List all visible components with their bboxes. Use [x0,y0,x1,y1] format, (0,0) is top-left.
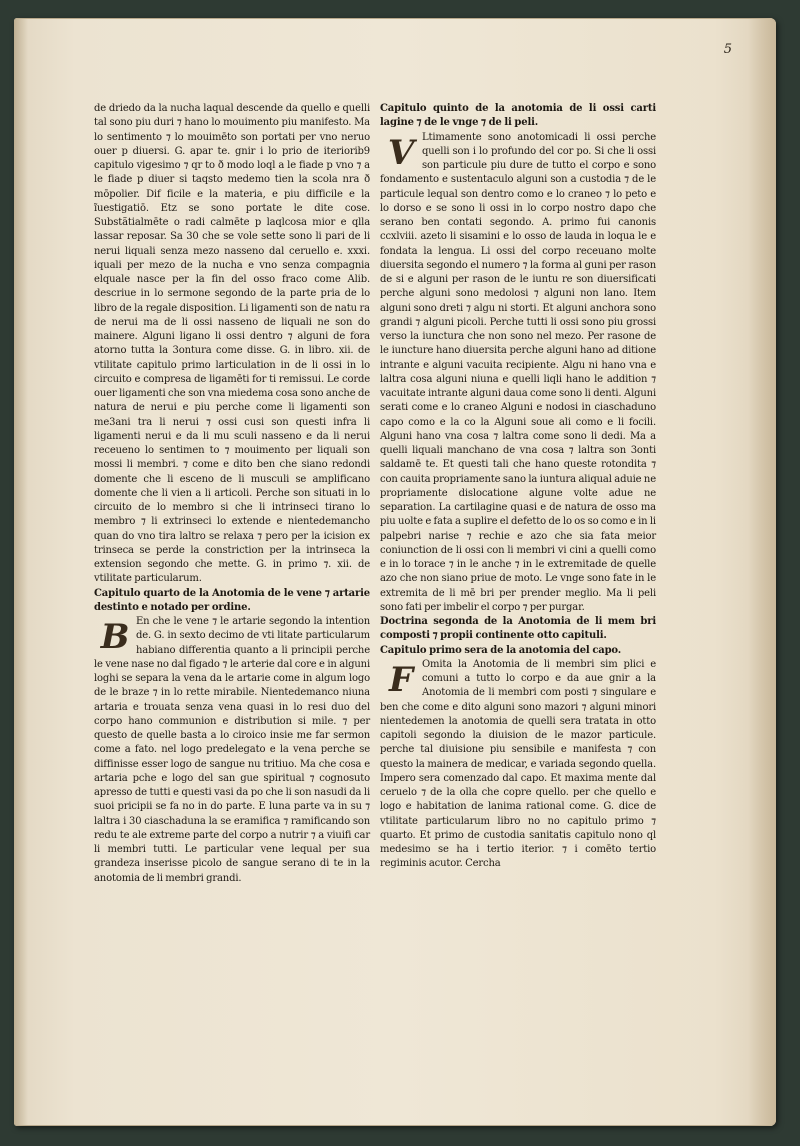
chapter-4-text: En che le vene ⁊ le artarie segondo la intention de. G. in sexto decimo de vti litate particularum habiano differentia quanto a li principii perche le vene nase no dal figado ⁊ le arterie dal core e in alguni loghi se separa la vena da le artarie come in algum logo de le braze ⁊ in lo rette mirabile. Nientedemanco niuna artaria e trouata senza vena quasi in lo resi duo del corpo hano communion e distribution si mile. ⁊ per questo de quelle basta a lo ciroico insie me far sermon come a fato. nel logo predelegato e la vena perche se diffinisse esser logo de sangue nu tritiuo. Ma che cosa e artaria pche e logo del san gue spiritual ⁊ cognosuto apresso de tutti e questi vasi da po che li son nasudi da li suoi pricipii se fa no in do parte. E luna parte va in su ⁊ laltra i 30 ciaschaduna la se eramifica ⁊ ramificando son redu te ale extreme parte del corpo a nutrir ⁊ a viuifi car li membri tutti. Le particular vene lequal per sua grandeza inserisse picolo de sangue serano di te in la anotomia de li membri grandi. [94,616,370,884]
right-column [380,102,656,872]
doctrine-title: Doctrina segonda de la Anotomia de li mem bri composti ⁊ propii continente otto capituli. [380,616,656,642]
chapter-4-title: Capitulo quarto de la Anotomia de le vene ⁊ artarie destinto e notado per ordine. [94,587,370,613]
left-paragraph-1: de driedo da la nucha laqual descende da quello e quelli tal sono piu duri ⁊ hano lo mouimento piu manifesto. Ma lo sentimento ⁊ lo mouimēto son portati per vno neruo ouer p diuersi. G. apar te. gnir i lo prio de iteriorib9 capitulo vigesimo ⁊ qr to ð modo loql a le fiade p vno ⁊ a le fiade p diuer si taqsto medemo tien la scola nra ð mōpolier. Dif ficile e la materia, e piu difficile e la ĩuestigatiō. Etz se sono portate le dite cose. Substãtialmēte o radi calmēte p laqlcosa mior e qlla lassar reposar. Sa 30 che se vole sette sono li pari de li nerui liquali senza mezo nasseno dal ceruello e. xxxi. iquali per mezo de la nucha e vno senza compagnia elquale nasce per la fin del osso fraco come Alib. descriue in lo sermone segondo de la parte pria de lo libro de la regale disposition. Li ligamenti son de natu ra de nerui ma de li ossi nasseno de liquali ne son do mainere. Alguni ligano li ossi dentro ⁊ alguni de fora atorno tutta la 3ontura come disse. G. in libro. xii. de vtilitate capitulo primo larticulation in de li ossi in lo circuito e compresa de ligamēti for ti remissui. Le corde ouer ligamenti che son vna miedema cosa sono anche de natura de nerui e piu perche come li ligamenti son me3ani tra li nerui ⁊ ossi cusi son questi infra li ligamenti nerui e da li mu sculi nasseno e da li nerui receueno lo sentimen to ⁊ mouimento per liquali son mossi li membri. ⁊ come e dito ben che siano redondi domente che li esceno de li musculi se amplificano domente che li vien a li articoli. Perche son situati in lo circuito de lo membro si che li intrinseci tirano lo membro ⁊ li extrinseci lo extende e nientedemancho quan do vno tira laltro se relaxa ⁊ pero per la icision ex trinseca se perde la constriction per la intrinseca la extension segondo che mette. G. in primo ⁊. xii. de vtilitate particularum. [94,103,370,585]
chapter-5-text: Ltimamente sono anotomicadi li ossi perche quelli son i lo profundo del cor po. Si che li ossi son particule piu dure de tutto el corpo e sono fondamento e sustentaculo alguni son a custodia ⁊ de le particule lequal son dentro como e lo craneo ⁊ lo peto e lo dorso e se sono li ossi in lo corpo nostro dapo che serano ben contati segondo. A. primo fui canonis ccxlviii. azeto li sisamini e lo osso de lauda in loqua le e fondata la lengua. Li ossi del corpo receuano molte diuersita segondo el numero ⁊ la forma al guni per rason de si e alguni per rason de le iuntu re son diuersificati perche alguni sono medolosi ⁊ alguni non lano. Item alguni sono dreti ⁊ algu ni storti. Et alguni anchora sono grandi ⁊ alguni picoli. Perche tutti li ossi sono piu grossi verso la iunctura che non sono nel mezo. Per rasone de le iuncture hano diuersita perche alguni hano ad ditione intrante e alguni vacuita recipiente. Algu ni hano vna e laltra cosa alguni niuna e quelli liqli hano le addition ⁊ vacuitate intrante alguni daua come sono li denti. Alguni serati come e lo craneo Alguni e nodosi in ciaschaduno capo como e la co la Alguni soue ali como e li focili. Alguni hano vna cosa ⁊ laltra come sono li dedi. Ma a quelli liquali manchano de vna cosa ⁊ laltra son 3onti saldamē te. Et questi tali che hano queste rotondita ⁊ con cauita propriamente sano la iuntura aliqual aduie ne propriamente dislocatione algune volte adue ne separation. La cartilagine quasi e de natura de osso ma piu uolte e fata a suplire el defetto de lo os so como e in li palpebri narise ⁊ rechie e azo che sia fata meior coniunction de li ossi con li membri vi cini a quelli como e in lo torace ⁊ in le anche ⁊ in le extremitade de quelle azo che non siano priue de moto. Le vnge sono fate in le extremita de li mē bri per prender meglio. Ma li peli sono fati per imbelir el corpo ⁊ per purgar. [380,131,656,613]
folio-number: 5 [723,42,732,57]
chapter-1-body [380,658,656,872]
initial-letter-f: F [389,659,413,700]
chapter-1-title: Capitulo primo sera de la anotomia del capo. [380,644,622,656]
initial-letter-v: V [387,132,415,173]
left-column [94,102,370,886]
chapter-5-title: Capitulo quinto de la anotomia de li ossi carti lagine ⁊ de le vnge ⁊ de li peli. [380,103,656,129]
chapter-5-body [380,131,656,616]
manuscript-page [14,18,776,1126]
chapter-1-text: Omita la Anotomia de li membri sim plici e comuni a tutto lo corpo e da aue gnir a la Anotomia de li membri com posti ⁊ singulare e ben che come e dito alguni sono mazori ⁊ alguni minori nientedemen la anotomia de quelli sera tratata in otto capitoli segondo la diuision de le mazor particule. perche tal diuisione piu sensibile e manifesta ⁊ con questo la mainera de medicar, e variada segondo quella. Impero sera comenzado dal capo. Et maxima mente dal ceruelo ⁊ de la olla che copre quello. per che quello e logo e habitation de lanima rational come. G. dice de vtilitate particularum libro no no capitulo primo ⁊ quarto. Et primo de custodia sanitatis capitulo nono ql medesimo se ha i tertio iterior. ⁊ i comēto tertio regiminis acutor. Cercha [380,658,656,870]
initial-letter-b: B [100,617,130,657]
chapter-4-body [94,615,370,886]
